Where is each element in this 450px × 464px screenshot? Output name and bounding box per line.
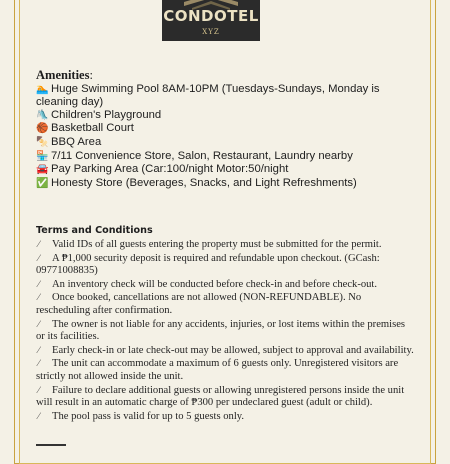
amenity-text: Honesty Store (Beverages, Snacks, and Light Refreshments) [51,176,357,189]
amenities-list [36,83,396,191]
slash-bullet-icon: ⁄ [38,318,40,329]
slash-bullet-icon: ⁄ [38,384,40,395]
amenity-item [36,122,396,136]
skewer-icon: 🍢 [36,136,49,148]
swimmer-icon: 🏊 [36,83,49,95]
slash-bullet-icon: ⁄ [38,239,40,249]
slash-bullet-icon: ⁄ [38,252,40,263]
logo-name: CONDOTEL [163,7,259,25]
amenity-item [36,163,396,177]
term-item [36,410,416,424]
amenity-text: Children's Playground [51,108,162,121]
logo-subtitle: XYZ [202,28,220,36]
term-text: The owner is not liable for any accidents, injuries, or lost items within the premises or its facilities. [36,318,406,343]
terms-list [36,238,416,423]
amenity-text: BBQ Area [51,135,102,148]
term-text: A ₱1,000 security deposit is required and refundable upon checkout. (GCash: 09771008835) [36,252,380,277]
terms-title: Terms and Conditions [36,225,153,236]
term-text: Valid IDs of all guests entering the property must be submitted for the permit. [52,239,382,250]
amenities-section [36,69,396,190]
term-item [36,278,416,292]
term-item [36,357,416,383]
basketball-icon: 🏀 [36,123,49,135]
term-text: Early check-in or late check-out may be allowed, subject to approval and availability. [52,344,414,356]
term-item [36,384,416,410]
term-item [36,291,416,317]
amenity-item [36,150,396,164]
amenity-item [36,109,396,123]
slash-bullet-icon: ⁄ [38,358,40,369]
term-item [36,318,416,344]
convenience-store-icon: 🏪 [36,150,49,162]
check-box-icon: ✅ [36,177,49,189]
amenities-heading: Amenities: [36,68,93,82]
condotel-logo [162,0,260,41]
amenity-text: Basketball Court [51,122,134,135]
term-text: The pool pass is valid for up to 5 guests only. [52,410,245,422]
amenity-text: 7/11 Convenience Store, Salon, Restaurant, Laundry nearby [51,149,353,162]
car-icon: 🚘 [36,164,49,176]
amenity-text: Pay Parking Area (Car:100/night Motor:50/night [51,163,289,176]
slash-bullet-icon: ⁄ [38,278,40,289]
slide-icon: 🛝 [36,109,49,121]
term-item [36,238,416,252]
term-item [36,344,416,358]
term-item [36,252,416,278]
slash-bullet-icon: ⁄ [38,410,40,421]
term-text: The unit can accommodate a maximum of 6 guests only. Unregistered visitors are strictly not allowed inside the unit. [36,358,399,382]
slash-bullet-icon: ⁄ [38,344,40,355]
amenity-item [36,177,396,191]
term-text: Failure to declare additional guests or allowing unregistered persons inside the unit will result in an automatic charge of ₱300 per undeclared guest (adult or child). [36,384,405,409]
terms-section [36,225,416,423]
amenity-item [36,83,396,109]
amenity-item [36,136,396,150]
term-text: An inventory check will be conducted before check-in and before check-out. [52,278,378,290]
divider [36,444,66,446]
term-text: Once booked, cancellations are not allowed (NON-REFUNDABLE). No rescheduling after confirmation. [36,292,362,316]
amenity-text: Huge Swimming Pool 8AM-10PM (Tuesdays-Sundays, Monday is cleaning day) [36,82,380,109]
slash-bullet-icon: ⁄ [38,292,40,303]
